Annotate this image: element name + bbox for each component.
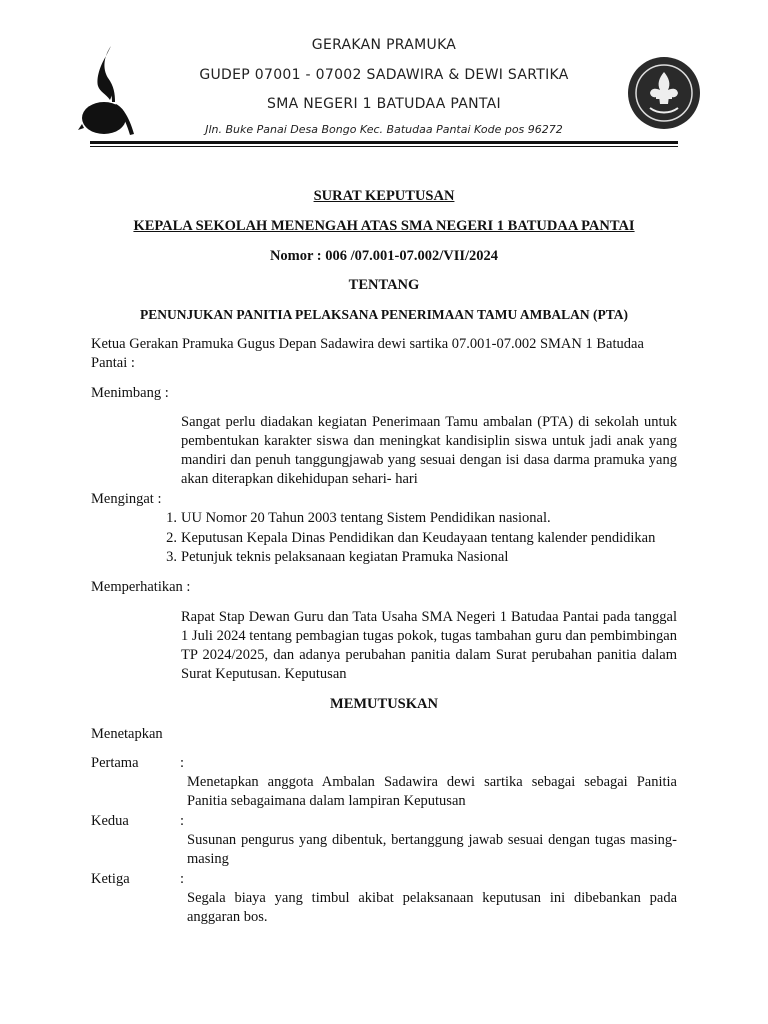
header-line-1: GERAKAN PRAMUKA bbox=[311, 37, 457, 53]
header-address: Jln. Buke Panai Desa Bongo Kec. Batudaa Pantai Kode pos 96272 bbox=[205, 123, 563, 136]
decision-text-ketiga: Segala biaya yang timbul akibat pelaksanaan keputusan ini dibebankan pada anggaran bos. bbox=[187, 890, 677, 925]
intro-paragraph: Ketua Gerakan Pramuka Gugus Depan Sadawira dewi sartika 07.001-07.002 SMAN 1 Batudaa Pantai : bbox=[91, 336, 644, 371]
header-rule-thick bbox=[90, 141, 678, 144]
header-line-2: GUDEP 07001 - 07002 SADAWIRA & DEWI SARTIKA bbox=[199, 67, 569, 83]
mengingat-list bbox=[166, 509, 681, 568]
memperhatikan-text: Rapat Stap Dewan Guru dan Tata Usaha SMA Negeri 1 Batudaa Pantai pada tanggal 1 Juli 2024 tentang pembagian tugas pokok, tugas tambahan guru dan pembimbingan TP 2024/2025, dan adanya perubahan panitia dalam Surat perubahan panitia dalam Surat Keputusan. Keputusan bbox=[181, 609, 677, 682]
doc-issuer: KEPALA SEKOLAH MENENGAH ATAS SMA NEGERI 1 BATUDAA PANTAI bbox=[133, 218, 635, 234]
doc-title: SURAT KEPUTUSAN bbox=[313, 188, 455, 204]
header-line-3: SMA NEGERI 1 BATUDAA PANTAI bbox=[267, 96, 501, 112]
list-item: 1. UU Nomor 20 Tahun 2003 tentang Sistem Pendidikan nasional. bbox=[166, 510, 551, 526]
menimbang-text: Sangat perlu diadakan kegiatan Penerimaan Tamu ambalan (PTA) di sekolah untuk pembentukan karakter siswa dan meningkat kandisiplin siswa untuk jadi anak yang mandiri dan penuh tanggungjawab yang sesuai dengan isi dasa darma pramuka yang akan diterapkan dikehidupan sehari- hari bbox=[181, 414, 677, 487]
decision-text-kedua: Susunan pengurus yang dibentuk, bertanggung jawab sesuai dengan tugas masing-masing bbox=[187, 832, 677, 867]
decision-label-kedua: Kedua bbox=[91, 813, 129, 829]
doc-tentang: TENTANG bbox=[348, 277, 420, 293]
decision-colon: : bbox=[180, 871, 185, 887]
decision-label-ketiga: Ketiga bbox=[91, 871, 130, 887]
menimbang-label: Menimbang : bbox=[91, 385, 169, 401]
memutuskan-heading: MEMUTUSKAN bbox=[330, 696, 438, 712]
doc-number: Nomor : 006 /07.001-07.002/VII/2024 bbox=[269, 248, 499, 264]
doc-subject: PENUNJUKAN PANITIA PELAKSANA PENERIMAAN TAMU AMBALAN (PTA) bbox=[139, 307, 628, 322]
menetapkan-label: Menetapkan bbox=[91, 726, 163, 742]
decision-colon: : bbox=[180, 755, 185, 771]
list-item: 3. Petunjuk teknis pelaksanaan kegiatan Pramuka Nasional bbox=[166, 549, 509, 565]
mengingat-label: Mengingat : bbox=[91, 491, 162, 507]
decision-label-pertama: Pertama bbox=[91, 755, 139, 771]
memperhatikan-label: Memperhatikan : bbox=[91, 579, 191, 595]
decision-text-pertama: Menetapkan anggota Ambalan Sadawira dewi sartika sebagai sebagai Panitia Panitia sebagaimana dalam lampiran Keputusan bbox=[187, 774, 677, 809]
decision-colon: : bbox=[180, 813, 185, 829]
header-rule-thin bbox=[90, 146, 678, 147]
list-item: 2. Keputusan Kepala Dinas Pendidikan dan Keudayaan tentang kalender pendidikan bbox=[166, 529, 656, 546]
scout-emblem-logo bbox=[626, 52, 702, 134]
